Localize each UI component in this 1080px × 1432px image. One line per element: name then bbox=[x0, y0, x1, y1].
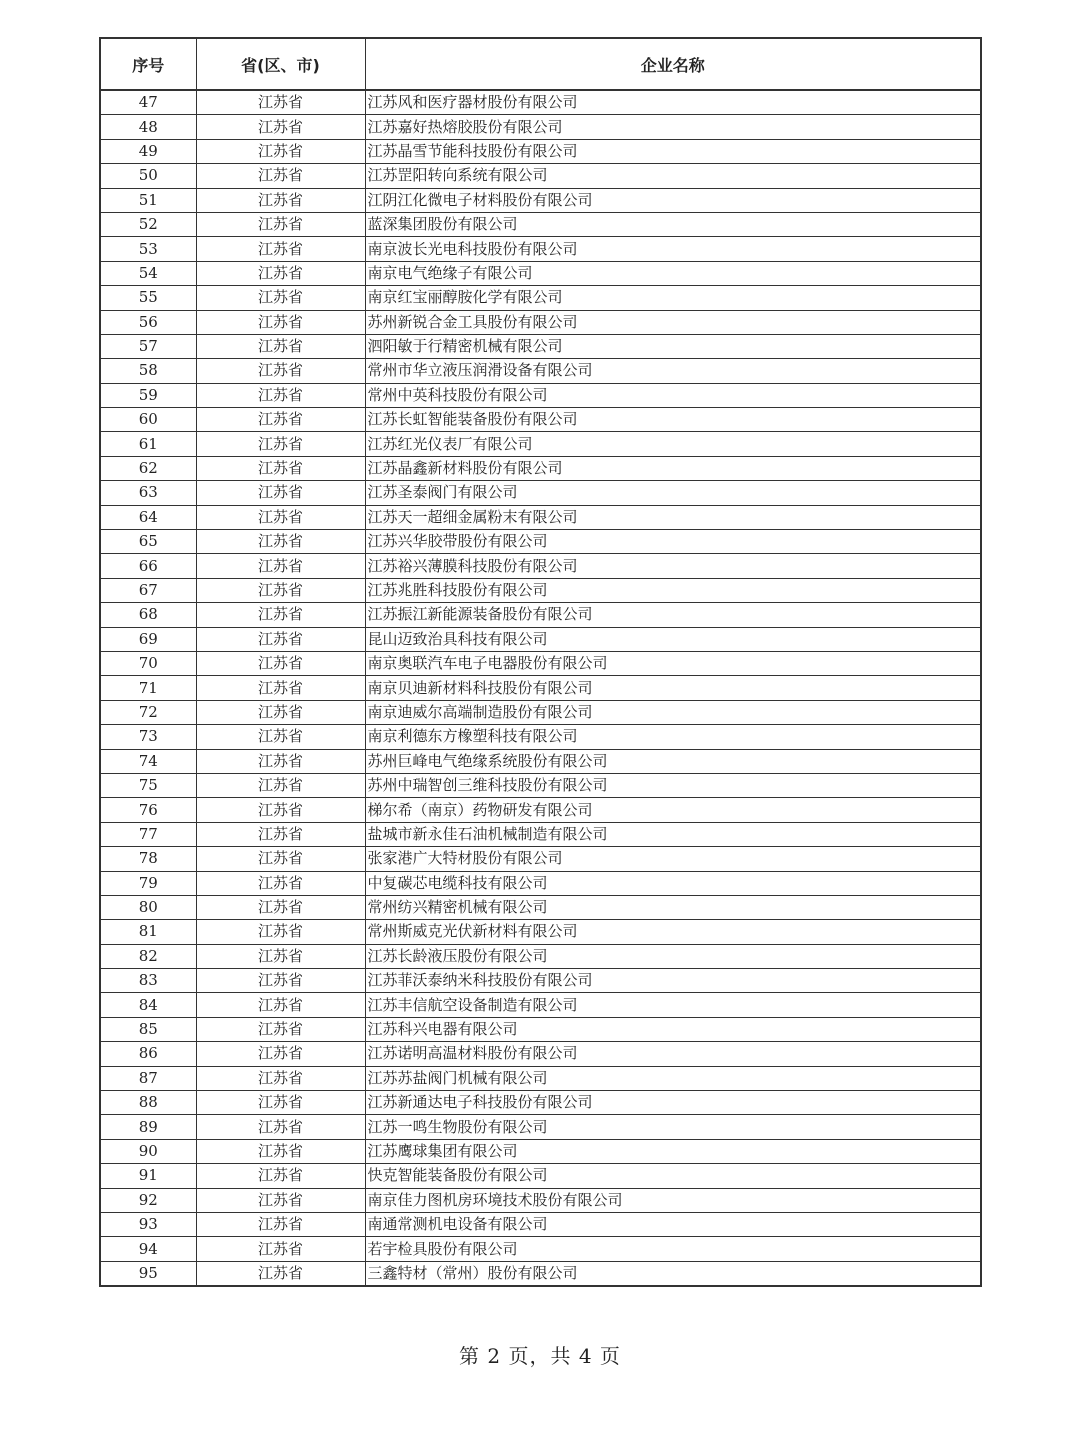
row-province: 江苏省 bbox=[196, 90, 365, 115]
table-row bbox=[100, 1212, 981, 1236]
row-number: 57 bbox=[100, 334, 196, 358]
row-number: 60 bbox=[100, 408, 196, 432]
row-number: 92 bbox=[100, 1188, 196, 1212]
row-province: 江苏省 bbox=[196, 1042, 365, 1066]
row-number: 66 bbox=[100, 554, 196, 578]
row-company: 南通常测机电设备有限公司 bbox=[365, 1212, 981, 1236]
row-company: 若宇检具股份有限公司 bbox=[365, 1237, 981, 1261]
row-province: 江苏省 bbox=[196, 700, 365, 724]
table-row bbox=[100, 700, 981, 724]
row-company: 常州市华立液压润滑设备有限公司 bbox=[365, 359, 981, 383]
row-number: 59 bbox=[100, 383, 196, 407]
row-number: 76 bbox=[100, 798, 196, 822]
row-number: 72 bbox=[100, 700, 196, 724]
row-province: 江苏省 bbox=[196, 383, 365, 407]
row-number: 79 bbox=[100, 871, 196, 895]
row-province: 江苏省 bbox=[196, 603, 365, 627]
row-company: 江苏红光仪表厂有限公司 bbox=[365, 432, 981, 456]
table-row bbox=[100, 383, 981, 407]
row-company: 张家港广大特材股份有限公司 bbox=[365, 847, 981, 871]
row-company: 江苏天一超细金属粉末有限公司 bbox=[365, 505, 981, 529]
row-province: 江苏省 bbox=[196, 871, 365, 895]
row-company: 江苏科兴电器有限公司 bbox=[365, 1017, 981, 1041]
row-number: 90 bbox=[100, 1139, 196, 1163]
table-row bbox=[100, 798, 981, 822]
table-row bbox=[100, 651, 981, 675]
row-company: 中复碳芯电缆科技有限公司 bbox=[365, 871, 981, 895]
row-province: 江苏省 bbox=[196, 1115, 365, 1139]
table-row bbox=[100, 530, 981, 554]
row-province: 江苏省 bbox=[196, 651, 365, 675]
row-company: 快克智能装备股份有限公司 bbox=[365, 1164, 981, 1188]
row-province: 江苏省 bbox=[196, 822, 365, 846]
row-company: 江阴江化微电子材料股份有限公司 bbox=[365, 188, 981, 212]
row-company: 常州斯威克光伏新材料有限公司 bbox=[365, 920, 981, 944]
table-row bbox=[100, 1066, 981, 1090]
row-number: 49 bbox=[100, 139, 196, 163]
row-province: 江苏省 bbox=[196, 1017, 365, 1041]
row-province: 江苏省 bbox=[196, 969, 365, 993]
row-company: 常州纺兴精密机械有限公司 bbox=[365, 895, 981, 919]
table-row bbox=[100, 286, 981, 310]
row-province: 江苏省 bbox=[196, 188, 365, 212]
row-number: 95 bbox=[100, 1261, 196, 1286]
row-company: 江苏菲沃泰纳米科技股份有限公司 bbox=[365, 969, 981, 993]
row-company: 江苏兴华胶带股份有限公司 bbox=[365, 530, 981, 554]
row-province: 江苏省 bbox=[196, 432, 365, 456]
row-number: 91 bbox=[100, 1164, 196, 1188]
row-company: 南京奥联汽车电子电器股份有限公司 bbox=[365, 651, 981, 675]
row-company: 南京波长光电科技股份有限公司 bbox=[365, 237, 981, 261]
row-province: 江苏省 bbox=[196, 920, 365, 944]
row-number: 65 bbox=[100, 530, 196, 554]
row-company: 苏州中瑞智创三维科技股份有限公司 bbox=[365, 773, 981, 797]
row-number: 75 bbox=[100, 773, 196, 797]
row-company: 泗阳敏于行精密机械有限公司 bbox=[365, 334, 981, 358]
table-row bbox=[100, 310, 981, 334]
table-row bbox=[100, 554, 981, 578]
table-row bbox=[100, 944, 981, 968]
table-row bbox=[100, 871, 981, 895]
row-province: 江苏省 bbox=[196, 1212, 365, 1236]
row-number: 85 bbox=[100, 1017, 196, 1041]
row-province: 江苏省 bbox=[196, 286, 365, 310]
row-company: 江苏鹰球集团有限公司 bbox=[365, 1139, 981, 1163]
table-row bbox=[100, 1115, 981, 1139]
table-row bbox=[100, 1261, 981, 1286]
row-company: 盐城市新永佳石油机械制造有限公司 bbox=[365, 822, 981, 846]
row-province: 江苏省 bbox=[196, 895, 365, 919]
row-number: 86 bbox=[100, 1042, 196, 1066]
row-company: 昆山迈致治具科技有限公司 bbox=[365, 627, 981, 651]
row-company: 南京贝迪新材料科技股份有限公司 bbox=[365, 676, 981, 700]
row-province: 江苏省 bbox=[196, 676, 365, 700]
row-company: 江苏苏盐阀门机械有限公司 bbox=[365, 1066, 981, 1090]
table-row bbox=[100, 1164, 981, 1188]
row-company: 江苏丰信航空设备制造有限公司 bbox=[365, 993, 981, 1017]
row-company: 江苏诺明高温材料股份有限公司 bbox=[365, 1042, 981, 1066]
row-company: 南京利德东方橡塑科技有限公司 bbox=[365, 725, 981, 749]
row-number: 94 bbox=[100, 1237, 196, 1261]
row-province: 江苏省 bbox=[196, 1261, 365, 1286]
row-province: 江苏省 bbox=[196, 212, 365, 236]
row-province: 江苏省 bbox=[196, 237, 365, 261]
row-province: 江苏省 bbox=[196, 139, 365, 163]
row-province: 江苏省 bbox=[196, 847, 365, 871]
row-province: 江苏省 bbox=[196, 530, 365, 554]
table-row bbox=[100, 261, 981, 285]
row-number: 89 bbox=[100, 1115, 196, 1139]
row-province: 江苏省 bbox=[196, 115, 365, 139]
row-company: 南京电气绝缘子有限公司 bbox=[365, 261, 981, 285]
header-province: 省(区、市) bbox=[196, 38, 365, 90]
row-province: 江苏省 bbox=[196, 1139, 365, 1163]
row-number: 74 bbox=[100, 749, 196, 773]
page-number: 第 2 页，共 4 页 bbox=[459, 1344, 621, 1368]
row-number: 58 bbox=[100, 359, 196, 383]
row-province: 江苏省 bbox=[196, 554, 365, 578]
row-province: 江苏省 bbox=[196, 1188, 365, 1212]
row-province: 江苏省 bbox=[196, 993, 365, 1017]
row-province: 江苏省 bbox=[196, 1164, 365, 1188]
row-number: 64 bbox=[100, 505, 196, 529]
row-number: 54 bbox=[100, 261, 196, 285]
row-province: 江苏省 bbox=[196, 798, 365, 822]
row-company: 江苏裕兴薄膜科技股份有限公司 bbox=[365, 554, 981, 578]
row-company: 江苏长虹智能装备股份有限公司 bbox=[365, 408, 981, 432]
row-company: 常州中英科技股份有限公司 bbox=[365, 383, 981, 407]
row-province: 江苏省 bbox=[196, 944, 365, 968]
table-row bbox=[100, 237, 981, 261]
table-row bbox=[100, 164, 981, 188]
table-row bbox=[100, 334, 981, 358]
row-company: 江苏晶雪节能科技股份有限公司 bbox=[365, 139, 981, 163]
table-row bbox=[100, 603, 981, 627]
row-province: 江苏省 bbox=[196, 773, 365, 797]
row-province: 江苏省 bbox=[196, 334, 365, 358]
row-number: 56 bbox=[100, 310, 196, 334]
row-company: 苏州新锐合金工具股份有限公司 bbox=[365, 310, 981, 334]
table-row bbox=[100, 90, 981, 115]
row-number: 48 bbox=[100, 115, 196, 139]
row-company: 江苏风和医疗器材股份有限公司 bbox=[365, 90, 981, 115]
row-number: 80 bbox=[100, 895, 196, 919]
row-number: 61 bbox=[100, 432, 196, 456]
table-row bbox=[100, 676, 981, 700]
row-number: 53 bbox=[100, 237, 196, 261]
row-province: 江苏省 bbox=[196, 261, 365, 285]
row-company: 江苏兆胜科技股份有限公司 bbox=[365, 578, 981, 602]
table-row bbox=[100, 1042, 981, 1066]
row-number: 93 bbox=[100, 1212, 196, 1236]
table-row bbox=[100, 212, 981, 236]
table-row bbox=[100, 115, 981, 139]
row-number: 87 bbox=[100, 1066, 196, 1090]
row-number: 83 bbox=[100, 969, 196, 993]
table-row bbox=[100, 578, 981, 602]
company-table bbox=[99, 37, 982, 1287]
row-province: 江苏省 bbox=[196, 456, 365, 480]
table-header-row bbox=[100, 38, 981, 90]
row-number: 55 bbox=[100, 286, 196, 310]
row-company: 苏州巨峰电气绝缘系统股份有限公司 bbox=[365, 749, 981, 773]
row-province: 江苏省 bbox=[196, 481, 365, 505]
row-number: 67 bbox=[100, 578, 196, 602]
row-province: 江苏省 bbox=[196, 1091, 365, 1115]
table-row bbox=[100, 1091, 981, 1115]
row-province: 江苏省 bbox=[196, 164, 365, 188]
row-province: 江苏省 bbox=[196, 408, 365, 432]
row-company: 江苏嘉好热熔胶股份有限公司 bbox=[365, 115, 981, 139]
table-row bbox=[100, 725, 981, 749]
table-row bbox=[100, 432, 981, 456]
row-company: 江苏长龄液压股份有限公司 bbox=[365, 944, 981, 968]
table-row bbox=[100, 895, 981, 919]
table-row bbox=[100, 188, 981, 212]
row-company: 梯尔希（南京）药物研发有限公司 bbox=[365, 798, 981, 822]
table-row bbox=[100, 627, 981, 651]
row-number: 73 bbox=[100, 725, 196, 749]
table-row bbox=[100, 359, 981, 383]
row-province: 江苏省 bbox=[196, 310, 365, 334]
row-number: 81 bbox=[100, 920, 196, 944]
row-number: 69 bbox=[100, 627, 196, 651]
row-number: 82 bbox=[100, 944, 196, 968]
table-row bbox=[100, 822, 981, 846]
row-number: 50 bbox=[100, 164, 196, 188]
row-company: 南京佳力图机房环境技术股份有限公司 bbox=[365, 1188, 981, 1212]
row-province: 江苏省 bbox=[196, 725, 365, 749]
table-row bbox=[100, 993, 981, 1017]
table-row bbox=[100, 847, 981, 871]
table-row bbox=[100, 1017, 981, 1041]
table-row bbox=[100, 920, 981, 944]
row-province: 江苏省 bbox=[196, 578, 365, 602]
row-number: 62 bbox=[100, 456, 196, 480]
row-province: 江苏省 bbox=[196, 627, 365, 651]
row-number: 68 bbox=[100, 603, 196, 627]
row-number: 70 bbox=[100, 651, 196, 675]
row-company: 三鑫特材（常州）股份有限公司 bbox=[365, 1261, 981, 1286]
row-company: 江苏圣泰阀门有限公司 bbox=[365, 481, 981, 505]
row-number: 84 bbox=[100, 993, 196, 1017]
row-company: 蓝深集团股份有限公司 bbox=[365, 212, 981, 236]
row-province: 江苏省 bbox=[196, 505, 365, 529]
row-number: 51 bbox=[100, 188, 196, 212]
row-province: 江苏省 bbox=[196, 749, 365, 773]
row-number: 77 bbox=[100, 822, 196, 846]
table-row bbox=[100, 139, 981, 163]
row-company: 南京红宝丽醇胺化学有限公司 bbox=[365, 286, 981, 310]
row-company: 江苏一鸣生物股份有限公司 bbox=[365, 1115, 981, 1139]
row-province: 江苏省 bbox=[196, 359, 365, 383]
row-number: 88 bbox=[100, 1091, 196, 1115]
row-number: 71 bbox=[100, 676, 196, 700]
table-row bbox=[100, 1139, 981, 1163]
row-company: 江苏罡阳转向系统有限公司 bbox=[365, 164, 981, 188]
table-row bbox=[100, 456, 981, 480]
table-row bbox=[100, 749, 981, 773]
table-row bbox=[100, 1237, 981, 1261]
row-company: 江苏新通达电子科技股份有限公司 bbox=[365, 1091, 981, 1115]
table-row bbox=[100, 969, 981, 993]
row-number: 78 bbox=[100, 847, 196, 871]
row-number: 47 bbox=[100, 90, 196, 115]
header-company: 企业名称 bbox=[365, 38, 981, 90]
table-row bbox=[100, 505, 981, 529]
header-no: 序号 bbox=[100, 38, 196, 90]
row-company: 江苏振江新能源装备股份有限公司 bbox=[365, 603, 981, 627]
row-number: 63 bbox=[100, 481, 196, 505]
table-row bbox=[100, 481, 981, 505]
table-row bbox=[100, 773, 981, 797]
row-province: 江苏省 bbox=[196, 1237, 365, 1261]
table-row bbox=[100, 408, 981, 432]
table-row bbox=[100, 1188, 981, 1212]
row-number: 52 bbox=[100, 212, 196, 236]
table-body bbox=[100, 90, 981, 1286]
row-company: 江苏晶鑫新材料股份有限公司 bbox=[365, 456, 981, 480]
row-company: 南京迪威尔高端制造股份有限公司 bbox=[365, 700, 981, 724]
row-province: 江苏省 bbox=[196, 1066, 365, 1090]
